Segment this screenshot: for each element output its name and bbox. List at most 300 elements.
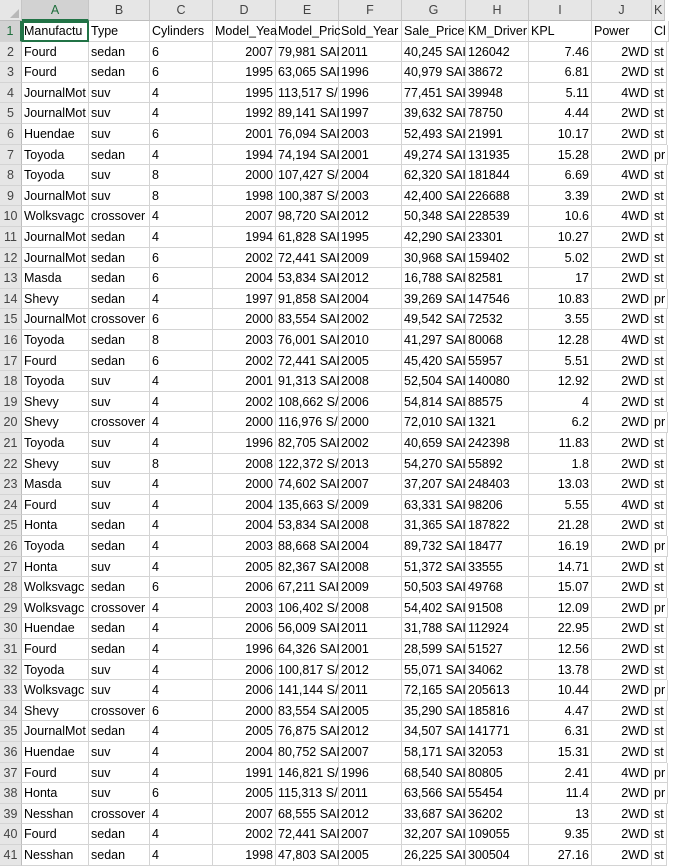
table-cell[interactable]: 38672 [466,62,529,83]
table-cell[interactable]: 45,420 SAI [402,351,466,372]
table-cell[interactable]: 2WD [592,845,652,866]
table-cell[interactable]: Fourd [22,824,89,845]
table-cell[interactable]: 1996 [339,83,402,104]
table-cell[interactable]: 33,687 SAI [402,804,466,825]
table-cell[interactable]: 2002 [339,433,402,454]
table-cell[interactable]: 56,009 SAI [276,618,339,639]
table-cell[interactable]: crossover [89,598,150,619]
table-cell[interactable]: 76,001 SAI [276,330,339,351]
table-cell[interactable]: 4 [150,515,213,536]
table-cell[interactable]: 100,387 S/ [276,186,339,207]
table-cell[interactable]: Huendae [22,742,89,763]
row-header[interactable]: 8 [0,165,22,186]
table-cell[interactable]: Toyoda [22,660,89,681]
table-cell[interactable]: 2007 [213,206,276,227]
table-cell[interactable]: Fourd [22,495,89,516]
header-cell-d[interactable]: Model_Yea [213,21,276,42]
column-header-d[interactable]: D [213,0,276,21]
table-cell[interactable]: 2000 [213,309,276,330]
table-cell[interactable]: suv [89,783,150,804]
table-cell[interactable]: 2008 [339,557,402,578]
table-cell[interactable]: 4 [150,763,213,784]
table-cell[interactable]: suv [89,660,150,681]
table-cell[interactable]: 4 [150,824,213,845]
table-cell[interactable]: Fourd [22,62,89,83]
table-cell[interactable]: 51527 [466,639,529,660]
table-cell[interactable]: 39,632 SAI [402,103,466,124]
row-header[interactable]: 26 [0,536,22,557]
table-cell[interactable]: 31,788 SAI [402,618,466,639]
row-header[interactable]: 31 [0,639,22,660]
table-cell[interactable]: 68,555 SAI [276,804,339,825]
table-cell[interactable]: 2004 [339,536,402,557]
table-cell[interactable]: 42,290 SAI [402,227,466,248]
table-cell[interactable]: 58,171 SAI [402,742,466,763]
table-cell[interactable]: 2WD [592,577,652,598]
table-cell[interactable]: 2002 [213,392,276,413]
table-cell[interactable]: 6 [150,783,213,804]
table-cell[interactable]: 2011 [339,42,402,63]
table-cell[interactable]: 2WD [592,454,652,475]
table-cell[interactable]: 2002 [339,309,402,330]
row-header[interactable]: 27 [0,557,22,578]
table-cell[interactable]: 21991 [466,124,529,145]
table-cell[interactable]: 6 [150,62,213,83]
table-cell[interactable]: suv [89,83,150,104]
row-header[interactable]: 40 [0,824,22,845]
table-cell[interactable]: 2WD [592,536,652,557]
table-cell[interactable]: Wolksvagc [22,680,89,701]
table-cell[interactable]: 2000 [213,474,276,495]
table-cell[interactable]: st [652,474,667,495]
table-cell[interactable]: 1998 [213,186,276,207]
table-cell[interactable]: 11.83 [529,433,592,454]
table-cell[interactable]: 2011 [339,618,402,639]
table-cell[interactable]: 4 [150,845,213,866]
table-cell[interactable]: 2WD [592,268,652,289]
table-cell[interactable]: 3.39 [529,186,592,207]
table-cell[interactable]: 82,705 SAI [276,433,339,454]
table-cell[interactable]: 31,365 SAI [402,515,466,536]
table-cell[interactable]: 1996 [339,763,402,784]
table-cell[interactable]: 2001 [339,145,402,166]
table-cell[interactable]: 2005 [339,845,402,866]
table-cell[interactable]: JournalMot [22,103,89,124]
table-cell[interactable]: 82581 [466,268,529,289]
column-header-h[interactable]: H [466,0,529,21]
table-cell[interactable]: 80805 [466,763,529,784]
table-cell[interactable]: 2003 [339,186,402,207]
table-cell[interactable]: 4 [150,557,213,578]
table-cell[interactable]: 51,372 SAI [402,557,466,578]
table-cell[interactable]: 1998 [213,845,276,866]
table-cell[interactable]: 2005 [339,701,402,722]
table-cell[interactable]: 140080 [466,371,529,392]
table-cell[interactable]: sedan [89,639,150,660]
table-cell[interactable]: 49768 [466,577,529,598]
table-cell[interactable]: 2WD [592,474,652,495]
table-cell[interactable]: 4WD [592,763,652,784]
table-cell[interactable]: st [652,495,667,516]
table-cell[interactable]: 6 [150,248,213,269]
table-cell[interactable]: suv [89,433,150,454]
table-cell[interactable]: st [652,557,667,578]
table-cell[interactable]: 4 [150,536,213,557]
table-cell[interactable]: 4 [150,618,213,639]
table-cell[interactable]: 4 [529,392,592,413]
table-cell[interactable]: 72,441 SAI [276,248,339,269]
table-cell[interactable]: 4WD [592,165,652,186]
table-cell[interactable]: 8 [150,330,213,351]
table-cell[interactable]: 13.78 [529,660,592,681]
table-cell[interactable]: 39,269 SAI [402,289,466,310]
table-cell[interactable]: 4 [150,83,213,104]
column-header-e[interactable]: E [276,0,339,21]
table-cell[interactable]: 181844 [466,165,529,186]
table-cell[interactable]: st [652,824,667,845]
row-header[interactable]: 20 [0,412,22,433]
table-cell[interactable]: 2003 [213,598,276,619]
table-cell[interactable]: suv [89,763,150,784]
table-cell[interactable]: st [652,392,667,413]
header-cell-f[interactable]: Sold_Year [339,21,402,42]
table-cell[interactable]: suv [89,742,150,763]
table-cell[interactable]: 23301 [466,227,529,248]
table-cell[interactable]: st [652,618,667,639]
table-cell[interactable]: 72,165 SAI [402,680,466,701]
table-cell[interactable]: 2008 [339,515,402,536]
table-cell[interactable]: 37,207 SAI [402,474,466,495]
table-cell[interactable]: suv [89,680,150,701]
table-cell[interactable]: st [652,206,667,227]
table-cell[interactable]: 6.81 [529,62,592,83]
table-cell[interactable]: 2WD [592,186,652,207]
table-cell[interactable]: 55454 [466,783,529,804]
row-header[interactable]: 39 [0,804,22,825]
table-cell[interactable]: 26,225 SAI [402,845,466,866]
row-header[interactable]: 32 [0,660,22,681]
row-header[interactable]: 35 [0,721,22,742]
table-cell[interactable]: 2005 [213,721,276,742]
table-cell[interactable]: pr [652,680,668,701]
table-cell[interactable]: 10.44 [529,680,592,701]
table-cell[interactable]: 34,507 SAI [402,721,466,742]
table-cell[interactable]: 122,372 S/ [276,454,339,475]
table-cell[interactable]: 187822 [466,515,529,536]
table-cell[interactable]: 4 [150,721,213,742]
table-cell[interactable]: 2006 [339,392,402,413]
table-cell[interactable]: 205613 [466,680,529,701]
table-cell[interactable]: 54,270 SAI [402,454,466,475]
table-cell[interactable]: 1991 [213,763,276,784]
header-cell-c[interactable]: Cylinders [150,21,213,42]
table-cell[interactable]: 2010 [339,330,402,351]
table-cell[interactable]: 10.6 [529,206,592,227]
table-cell[interactable]: 1.8 [529,454,592,475]
table-cell[interactable]: 159402 [466,248,529,269]
table-cell[interactable]: 2WD [592,783,652,804]
table-cell[interactable]: 8 [150,186,213,207]
table-cell[interactable]: Toyoda [22,536,89,557]
table-cell[interactable]: sedan [89,577,150,598]
table-cell[interactable]: 106,402 S/ [276,598,339,619]
table-cell[interactable]: Fourd [22,639,89,660]
table-cell[interactable]: 54,814 SAI [402,392,466,413]
table-cell[interactable]: sedan [89,248,150,269]
table-cell[interactable]: 80,752 SAI [276,742,339,763]
table-cell[interactable]: 2000 [339,412,402,433]
table-cell[interactable]: 54,402 SAI [402,598,466,619]
table-cell[interactable]: 146,821 S/ [276,763,339,784]
row-header[interactable]: 18 [0,371,22,392]
table-cell[interactable]: 2WD [592,804,652,825]
table-cell[interactable]: 100,817 S/ [276,660,339,681]
row-header[interactable]: 23 [0,474,22,495]
table-cell[interactable]: sedan [89,845,150,866]
row-header[interactable]: 6 [0,124,22,145]
table-cell[interactable]: 83,554 SAI [276,701,339,722]
table-cell[interactable]: 64,326 SAI [276,639,339,660]
table-cell[interactable]: JournalMot [22,309,89,330]
row-header[interactable]: 3 [0,62,22,83]
table-cell[interactable]: 1992 [213,103,276,124]
row-header[interactable]: 16 [0,330,22,351]
table-cell[interactable]: 27.16 [529,845,592,866]
table-cell[interactable]: 72532 [466,309,529,330]
table-cell[interactable]: 131935 [466,145,529,166]
table-cell[interactable]: st [652,804,667,825]
table-cell[interactable]: 72,441 SAI [276,824,339,845]
table-cell[interactable]: 4 [150,474,213,495]
table-cell[interactable]: 40,659 SAI [402,433,466,454]
table-cell[interactable]: sedan [89,289,150,310]
table-cell[interactable]: Wolksvagc [22,577,89,598]
table-cell[interactable]: 4 [150,206,213,227]
table-cell[interactable]: 2004 [213,495,276,516]
table-cell[interactable]: 72,441 SAI [276,351,339,372]
table-cell[interactable]: Honta [22,557,89,578]
row-header[interactable]: 11 [0,227,22,248]
table-cell[interactable]: 2007 [339,474,402,495]
table-cell[interactable]: 91,313 SAI [276,371,339,392]
table-cell[interactable]: 28,599 SAI [402,639,466,660]
row-header[interactable]: 36 [0,742,22,763]
table-cell[interactable]: 32053 [466,742,529,763]
table-cell[interactable]: st [652,639,667,660]
table-cell[interactable]: 1996 [213,433,276,454]
table-cell[interactable]: 2008 [213,454,276,475]
table-cell[interactable]: 63,566 SAI [402,783,466,804]
table-cell[interactable]: st [652,248,667,269]
table-cell[interactable]: 91508 [466,598,529,619]
table-cell[interactable]: 2009 [339,577,402,598]
table-cell[interactable]: 2012 [339,804,402,825]
table-cell[interactable]: 2008 [339,371,402,392]
column-header-c[interactable]: C [150,0,213,21]
table-cell[interactable]: JournalMot [22,721,89,742]
table-cell[interactable]: 55892 [466,454,529,475]
table-cell[interactable]: 42,400 SAI [402,186,466,207]
table-cell[interactable]: sedan [89,351,150,372]
table-cell[interactable]: 2002 [213,824,276,845]
column-header-j[interactable]: J [592,0,652,21]
table-cell[interactable]: 35,290 SAI [402,701,466,722]
table-cell[interactable]: 2005 [339,351,402,372]
table-cell[interactable]: sedan [89,42,150,63]
row-header[interactable]: 22 [0,454,22,475]
table-cell[interactable]: 141771 [466,721,529,742]
table-cell[interactable]: 1997 [213,289,276,310]
table-cell[interactable]: 12.28 [529,330,592,351]
table-cell[interactable]: 2WD [592,392,652,413]
table-cell[interactable]: st [652,103,667,124]
header-cell-k[interactable]: Cl [652,21,669,42]
table-cell[interactable]: 5.51 [529,351,592,372]
table-cell[interactable]: Shevy [22,454,89,475]
table-cell[interactable]: 2WD [592,721,652,742]
table-cell[interactable]: Shevy [22,412,89,433]
table-cell[interactable]: 2012 [339,268,402,289]
table-cell[interactable]: JournalMot [22,227,89,248]
table-cell[interactable]: 4 [150,639,213,660]
table-cell[interactable]: 2WD [592,42,652,63]
table-cell[interactable]: 2004 [339,289,402,310]
table-cell[interactable]: Toyoda [22,433,89,454]
header-cell-i[interactable]: KPL [529,21,592,42]
table-cell[interactable]: 13 [529,804,592,825]
table-cell[interactable]: 6 [150,268,213,289]
table-cell[interactable]: sedan [89,824,150,845]
table-cell[interactable]: 2000 [213,701,276,722]
table-cell[interactable]: st [652,351,667,372]
table-cell[interactable]: 2WD [592,618,652,639]
table-cell[interactable]: 2WD [592,557,652,578]
table-cell[interactable]: 16,788 SAI [402,268,466,289]
table-cell[interactable]: 10.83 [529,289,592,310]
table-cell[interactable]: 21.28 [529,515,592,536]
table-cell[interactable]: 8 [150,165,213,186]
table-cell[interactable]: 6 [150,309,213,330]
row-header[interactable]: 38 [0,783,22,804]
row-header[interactable]: 25 [0,515,22,536]
table-cell[interactable]: 116,976 S/ [276,412,339,433]
table-cell[interactable]: st [652,577,667,598]
table-cell[interactable]: 2WD [592,309,652,330]
table-cell[interactable]: crossover [89,804,150,825]
table-cell[interactable]: Toyoda [22,145,89,166]
table-cell[interactable]: 4 [150,392,213,413]
table-cell[interactable]: st [652,371,667,392]
table-cell[interactable]: 1996 [339,62,402,83]
column-header-a[interactable]: A [22,0,89,21]
table-cell[interactable]: Honta [22,515,89,536]
table-cell[interactable]: st [652,721,667,742]
table-cell[interactable]: 2012 [339,206,402,227]
table-cell[interactable]: 226688 [466,186,529,207]
table-cell[interactable]: 228539 [466,206,529,227]
table-cell[interactable]: st [652,227,667,248]
table-cell[interactable]: st [652,845,667,866]
table-cell[interactable]: 7.46 [529,42,592,63]
table-cell[interactable]: 2011 [339,783,402,804]
table-cell[interactable]: 40,245 SAI [402,42,466,63]
table-cell[interactable]: 6 [150,42,213,63]
table-cell[interactable]: sedan [89,330,150,351]
table-cell[interactable]: 2006 [213,577,276,598]
row-header[interactable]: 28 [0,577,22,598]
header-cell-e[interactable]: Model_Pric [276,21,339,42]
table-cell[interactable]: 80068 [466,330,529,351]
table-cell[interactable]: st [652,124,667,145]
table-cell[interactable]: 1995 [213,62,276,83]
table-cell[interactable]: 2002 [213,248,276,269]
table-cell[interactable]: suv [89,124,150,145]
table-cell[interactable]: 4 [150,742,213,763]
table-cell[interactable]: 1995 [339,227,402,248]
row-header[interactable]: 12 [0,248,22,269]
table-cell[interactable]: 4 [150,598,213,619]
table-cell[interactable]: Fourd [22,351,89,372]
row-header[interactable]: 7 [0,145,22,166]
row-header[interactable]: 10 [0,206,22,227]
table-cell[interactable]: 107,427 S/ [276,165,339,186]
table-cell[interactable]: 112924 [466,618,529,639]
table-cell[interactable]: 2004 [339,165,402,186]
table-cell[interactable]: Shevy [22,289,89,310]
table-cell[interactable]: 33555 [466,557,529,578]
table-cell[interactable]: suv [89,474,150,495]
table-cell[interactable]: sedan [89,618,150,639]
table-cell[interactable]: 2003 [339,124,402,145]
row-header[interactable]: 13 [0,268,22,289]
table-cell[interactable]: st [652,660,667,681]
table-cell[interactable]: suv [89,186,150,207]
table-cell[interactable]: 98,720 SAI [276,206,339,227]
table-cell[interactable]: 2011 [339,680,402,701]
row-header[interactable]: 41 [0,845,22,866]
table-cell[interactable]: 15.31 [529,742,592,763]
table-cell[interactable]: Huendae [22,618,89,639]
table-cell[interactable]: 2002 [213,351,276,372]
table-cell[interactable]: 2WD [592,412,652,433]
table-cell[interactable]: 53,834 SAI [276,268,339,289]
table-cell[interactable]: Fourd [22,42,89,63]
column-header-g[interactable]: G [402,0,466,21]
table-cell[interactable]: 98206 [466,495,529,516]
table-cell[interactable]: pr [652,783,668,804]
table-cell[interactable]: 2007 [339,742,402,763]
table-cell[interactable]: 185816 [466,701,529,722]
table-cell[interactable]: 2WD [592,433,652,454]
table-cell[interactable]: 2WD [592,351,652,372]
table-cell[interactable]: 2001 [213,124,276,145]
table-cell[interactable]: 2000 [213,412,276,433]
table-cell[interactable]: 2.41 [529,763,592,784]
table-cell[interactable]: Nesshan [22,804,89,825]
row-header[interactable]: 19 [0,392,22,413]
table-cell[interactable]: 2WD [592,701,652,722]
table-cell[interactable]: 12.09 [529,598,592,619]
table-cell[interactable]: suv [89,392,150,413]
table-cell[interactable]: 115,313 S/ [276,783,339,804]
table-cell[interactable]: 2012 [339,660,402,681]
table-cell[interactable]: 4 [150,227,213,248]
table-cell[interactable]: 55,071 SAI [402,660,466,681]
table-cell[interactable]: 39948 [466,83,529,104]
table-cell[interactable]: 6 [150,577,213,598]
row-header[interactable]: 24 [0,495,22,516]
table-cell[interactable]: st [652,742,667,763]
